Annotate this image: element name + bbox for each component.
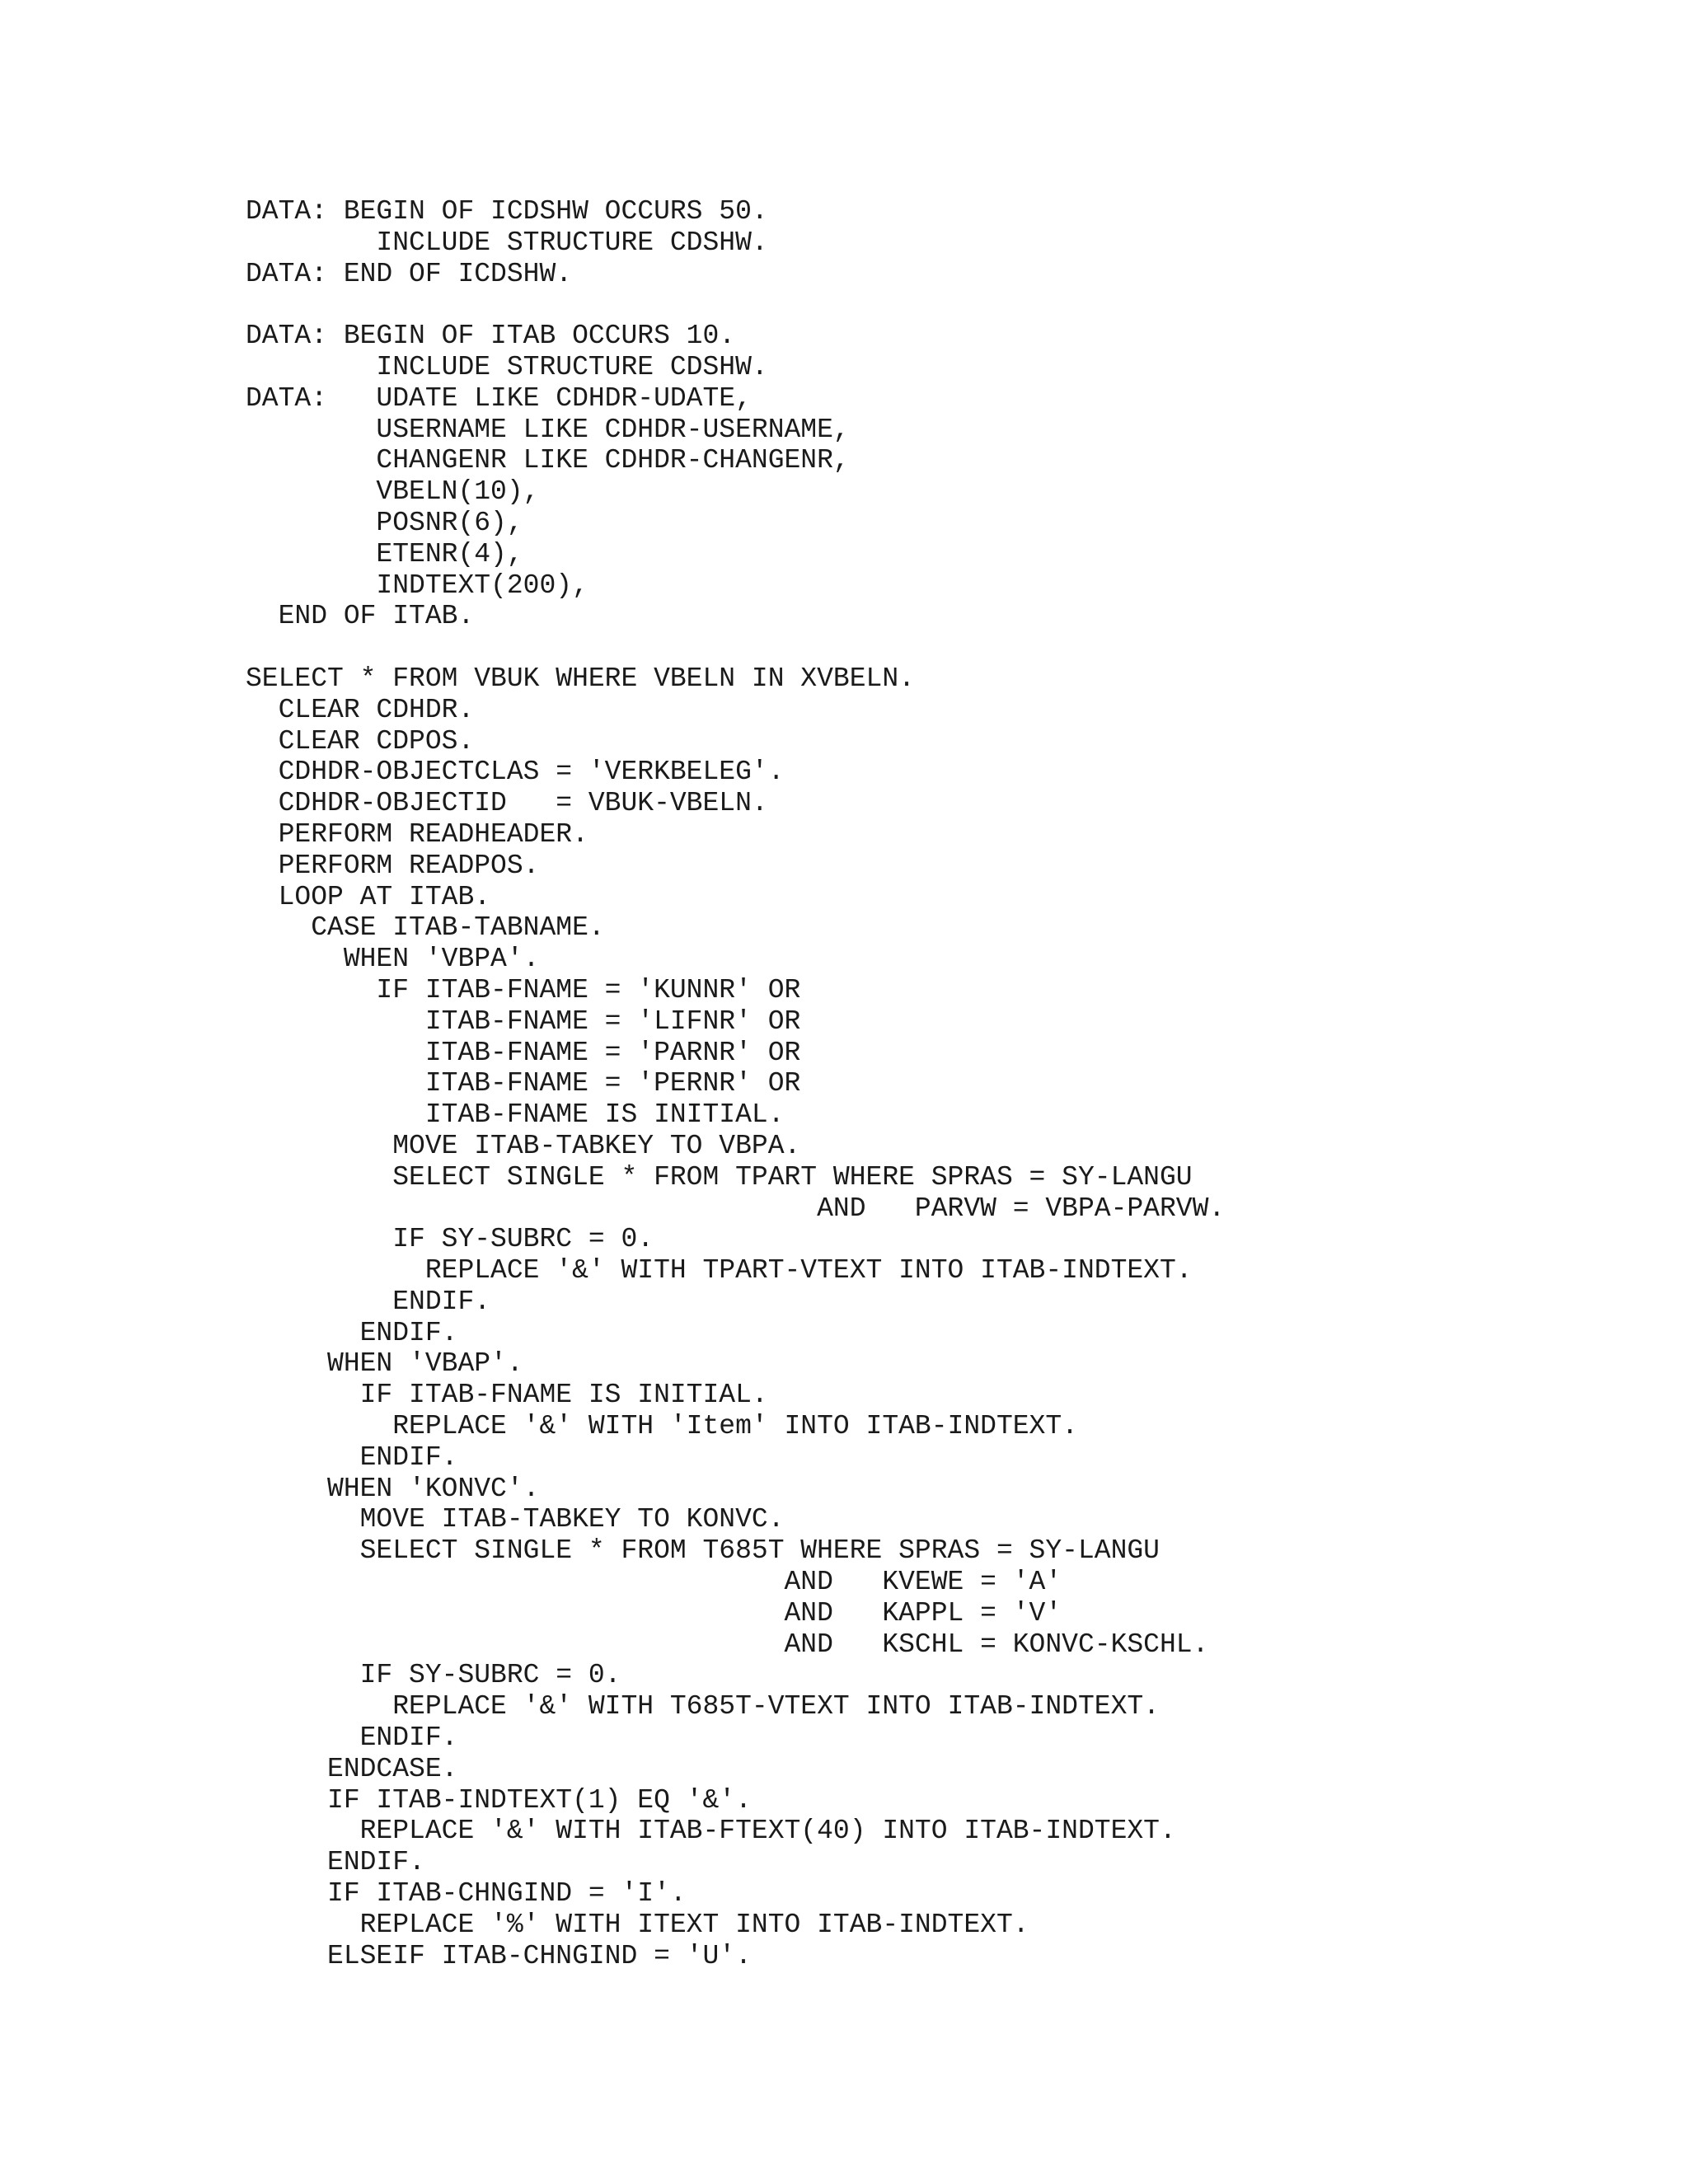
code-line: IF ITAB-FNAME = 'KUNNR' OR [246,974,801,1005]
code-line: ENDIF. [246,1317,458,1348]
code-line: IF SY-SUBRC = 0. [246,1660,621,1691]
code-line: DATA: END OF ICDSHW. [246,258,573,289]
code-line: REPLACE '&' WITH TPART-VTEXT INTO ITAB-INDTEXT. [246,1255,1193,1286]
code-line: CHANGENR LIKE CDHDR-CHANGENR, [246,445,850,476]
code-line: WHEN 'VBPA'. [246,944,540,975]
code-line: ENDIF. [246,1847,425,1878]
blank-line [246,632,1225,663]
code-line: CDHDR-OBJECTID = VBUK-VBELN. [246,788,768,819]
code-line: ITAB-FNAME = 'LIFNR' OR [246,1005,801,1037]
code-line: AND KSCHL = KONVC-KSCHL. [246,1629,1209,1660]
code-line: ENDIF. [246,1441,458,1473]
code-line: PERFORM READHEADER. [246,818,588,850]
code-line: END OF ITAB. [246,601,475,632]
code-line: SELECT * FROM VBUK WHERE VBELN IN XVBELN. [246,663,915,694]
code-line: ENDCASE. [246,1753,458,1784]
code-line: IF SY-SUBRC = 0. [246,1224,654,1255]
code-line: PERFORM READPOS. [246,850,540,881]
code-line: WHEN 'VBAP'. [246,1348,523,1380]
code-line: CASE ITAB-TABNAME. [246,912,605,944]
code-line: DATA: UDATE LIKE CDHDR-UDATE, [246,382,752,414]
code-line: CDHDR-OBJECTCLAS = 'VERKBELEG'. [246,757,785,788]
code-line: DATA: BEGIN OF ITAB OCCURS 10. [246,321,736,352]
code-line: VBELN(10), [246,476,540,508]
code-line: IF ITAB-CHNGIND = 'I'. [246,1878,687,1910]
code-line: DATA: BEGIN OF ICDSHW OCCURS 50. [246,196,768,227]
code-line: AND PARVW = VBPA-PARVW. [246,1193,1226,1224]
code-line: SELECT SINGLE * FROM T685T WHERE SPRAS = SY-LANGU [246,1535,1160,1567]
code-line: ITAB-FNAME IS INITIAL. [246,1099,785,1131]
code-line: INDTEXT(200), [246,569,588,601]
code-listing [246,196,1225,1971]
code-line: ENDIF. [246,1286,491,1317]
code-line: CLEAR CDHDR. [246,694,475,725]
code-line: IF ITAB-INDTEXT(1) EQ '&'. [246,1784,752,1816]
code-line: REPLACE '&' WITH T685T-VTEXT INTO ITAB-INDTEXT. [246,1691,1160,1722]
code-line: POSNR(6), [246,507,523,538]
code-line: USERNAME LIKE CDHDR-USERNAME, [246,414,850,445]
code-line: ELSEIF ITAB-CHNGIND = 'U'. [246,1940,752,1971]
code-line: REPLACE '&' WITH 'Item' INTO ITAB-INDTEXT. [246,1411,1078,1442]
code-line: MOVE ITAB-TABKEY TO KONVC. [246,1504,785,1535]
code-line: INCLUDE STRUCTURE CDSHW. [246,351,768,382]
code-line: LOOP AT ITAB. [246,881,491,912]
code-line: SELECT SINGLE * FROM TPART WHERE SPRAS = SY-LANGU [246,1161,1193,1193]
code-line: AND KAPPL = 'V' [246,1597,1062,1629]
code-line: CLEAR CDPOS. [246,725,475,757]
code-line: IF ITAB-FNAME IS INITIAL. [246,1380,768,1411]
code-line: ETENR(4), [246,538,523,569]
code-line: ITAB-FNAME = 'PARNR' OR [246,1037,801,1068]
code-line: AND KVEWE = 'A' [246,1567,1062,1598]
code-line: ITAB-FNAME = 'PERNR' OR [246,1068,801,1099]
code-line: ENDIF. [246,1722,458,1754]
code-line: REPLACE '&' WITH ITAB-FTEXT(40) INTO ITAB-INDTEXT. [246,1816,1176,1847]
code-line: INCLUDE STRUCTURE CDSHW. [246,227,768,258]
blank-line [246,289,1225,321]
code-line: WHEN 'KONVC'. [246,1473,540,1504]
code-line: MOVE ITAB-TABKEY TO VBPA. [246,1130,801,1161]
code-line: REPLACE '%' WITH ITEXT INTO ITAB-INDTEXT. [246,1909,1029,1940]
